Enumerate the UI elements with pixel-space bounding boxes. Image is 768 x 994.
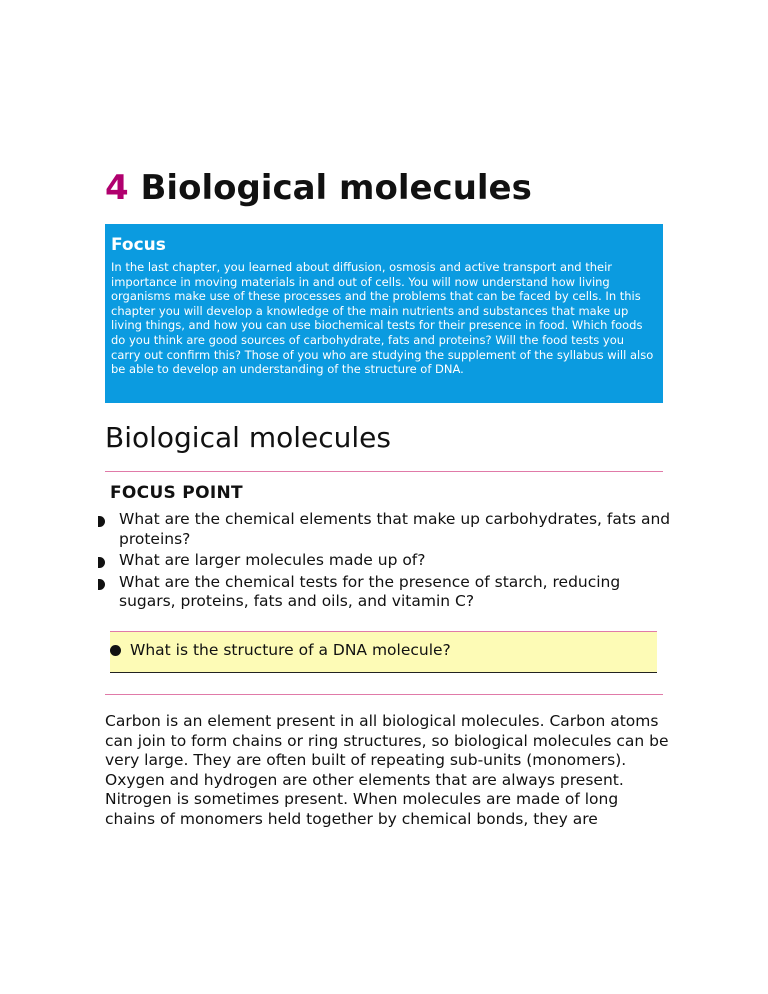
- list-item: [98, 573, 678, 612]
- bullet-icon: [98, 516, 105, 527]
- bullet-icon: [98, 557, 105, 568]
- body-paragraph: Carbon is an element present in all biological molecules. Carbon atoms can join to form chains or ring structures, so biological molecules can be very large. They are often built of repeating sub-units (monomers). Oxygen and hydrogen are other elements that are always present. Nitrogen is sometimes present. When molecules are made of long chains of monomers held together by chemical bonds, they are: [105, 712, 669, 828]
- focus-point-bottom-divider: [105, 694, 663, 695]
- list-item: [98, 551, 678, 571]
- supplement-item-text: What is the structure of a DNA molecule?: [130, 641, 451, 659]
- focus-heading: Focus: [111, 235, 166, 255]
- focus-point-heading: FOCUS POINT: [110, 483, 243, 503]
- chapter-title: [105, 166, 532, 210]
- focus-point-list: [98, 510, 678, 614]
- chapter-number: 4: [105, 168, 129, 208]
- list-item: [98, 510, 678, 549]
- list-item-text: What are the chemical elements that make up carbohydrates, fats and proteins?: [119, 510, 671, 548]
- bullet-icon: [98, 579, 105, 590]
- section-title: Biological molecules: [105, 421, 391, 454]
- focus-text: In the last chapter, you learned about diffusion, osmosis and active transport and their importance in moving materials in and out of cells. You will now understand how living organisms make use of these processes and the problems that can be faced by cells. In this chapter you will develop a knowledge of the main nutrients and substances that make up living things, and how you can use biochemical tests for their presence in food. Which foods do you think are good sources of carbohydrate, fats and proteins? Will the food tests you carry out confirm this? Those of you who are studying the supplement of the syllabus will also be able to develop an understanding of the structure of DNA.: [111, 260, 654, 377]
- chapter-title-text: Biological molecules: [140, 168, 532, 208]
- focus-box: [105, 224, 663, 403]
- bullet-icon: [110, 645, 121, 656]
- supplement-box: [110, 631, 657, 673]
- section-divider: [105, 471, 663, 472]
- list-item-text: What are larger molecules made up of?: [119, 551, 426, 569]
- list-item-text: What are the chemical tests for the presence of starch, reducing sugars, proteins, fats and oils, and vitamin C?: [119, 572, 621, 610]
